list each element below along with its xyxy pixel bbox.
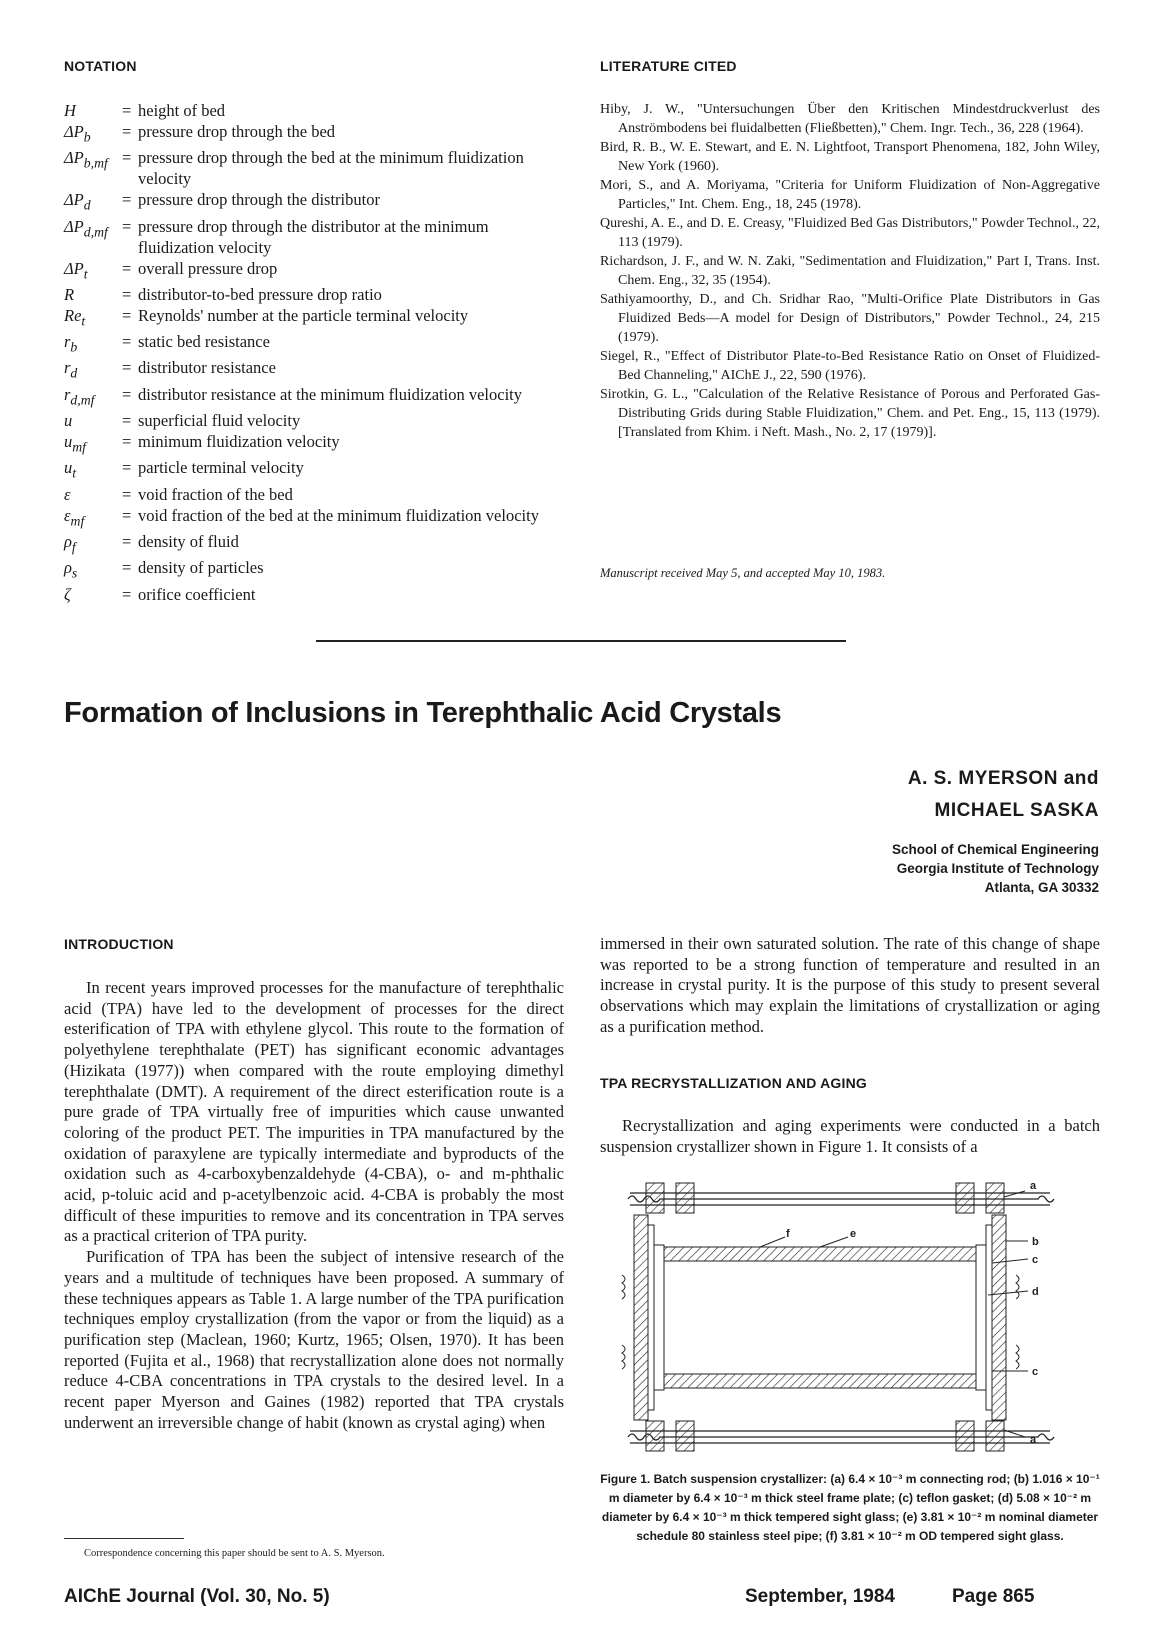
label-a: a [1030, 1180, 1037, 1192]
reference-item: Sirotkin, G. L., "Calculation of the Relative Resistance of Porous and Perforated Gas-Distributing Grids during Stable Fluidization," Chem. and Pet. Eng., 15, 113 (1979). [Translated from Khim. i Neft. Mash., No. 2, 17 (1979)]. [600, 387, 1100, 440]
label-a-lower: a [1030, 1434, 1037, 1446]
recrystallization-body [600, 1116, 1100, 1157]
reference-item: Sathiyamoorthy, D., and Ch. Sridhar Rao, "Multi-Orifice Plate Distributors in Gas Fluidized Beds—A model for Design of Distributors," Powder Technol., 24, 215 (1979). [600, 292, 1100, 345]
notation-row: $r_d$ = distributor resistance [64, 357, 564, 383]
notation-row: $\Delta P_d$ = pressure drop through the distributor [64, 189, 564, 215]
notation-symbol: H [64, 101, 76, 120]
notation-definition: superficial fluid velocity [138, 411, 301, 431]
label-e: e [850, 1228, 857, 1240]
notation-symbol: $\Delta P_{b,mf}$ [64, 148, 108, 171]
notation-row: u = superficial fluid velocity [64, 410, 564, 431]
notation-symbol: $\Delta P_d$ [64, 190, 91, 213]
notation-definition: pressure drop through the bed [138, 122, 336, 141]
label-f: f [786, 1228, 790, 1240]
section-divider [316, 640, 846, 642]
notation-definition: overall pressure drop [138, 258, 278, 278]
introduction-heading: INTRODUCTION [64, 936, 174, 952]
article-title: Formation of Inclusions in Terephthalic Acid Crystals [64, 697, 782, 729]
notation-row: ε = void fraction of the bed [64, 484, 564, 505]
notation-definition: pressure drop through the distributor at the minimum fluidization velocity [138, 216, 489, 257]
paragraph: In recent years improved processes for the manufacture of terephthalic acid (TPA) have led to the development of processes for the direct esterification of TPA with ethylene glycol. This route to the formation of polyethylene terephthalate (PET) has significant economic advantages (Hizikata (1977)) when compared with the route employing dimethyl terephthalate (DMT). A requirement of the direct esterification route is a pure grade of TPA virtually free of impurities which cause unwanted coloring of the product PET. The impurities in TPA manufactured by the oxidation of paraxylene are typically intermediate and byproducts of the oxidation such as 4-carboxybenzaldehyde (4-CBA), o- and m-phthalic acid, p-toluic acid and p-acetylbenzoic acid. 4-CBA is probably the most difficult of these impurities to remove and its concentration in TPA serves as a practical criterion of TPA purity. [64, 978, 564, 1246]
issue-date: September, 1984 [745, 1586, 895, 1607]
notation-definition: height of bed [138, 101, 226, 120]
connecting-rod-top [628, 1183, 1054, 1213]
end-sight-glass [976, 1245, 986, 1390]
reference-item: Siegel, R., "Effect of Distributor Plate-to-Bed Resistance Ratio on Onset of Fluidized-Bed Channeling," AIChE J., 22, 590 (1976). [600, 349, 1100, 383]
notation-definition: particle terminal velocity [138, 458, 304, 478]
notation-definition: distributor resistance [138, 358, 276, 378]
label-b: b [1032, 1236, 1039, 1248]
notation-row: $r_{d,mf}$ = distributor resistance at the minimum fluidization velocity [64, 384, 564, 410]
notation-symbol: R [64, 284, 75, 304]
notation-symbol: $u_t$ [64, 458, 77, 481]
paragraph: Recrystallization and aging experiments were conducted in a batch suspension crystallizer shown in Figure 1. It consists of a [600, 1116, 1100, 1156]
notation-row: $\Delta P_b$ = pressure drop through the bed [64, 121, 564, 147]
notation-symbol: $\varepsilon_{mf}$ [64, 505, 85, 528]
reference-item: Hiby, J. W., "Untersuchungen Über den Kritischen Mindestdruckverlust des Anströmbodens bei fluidalbetten (Fließbetten)," Chem. Ingr. Tech., 36, 228 (1964). [600, 102, 1100, 136]
notation-list [64, 100, 564, 605]
label-c: c [1032, 1254, 1039, 1266]
teflon-gasket [986, 1225, 992, 1410]
notation-symbol: u [64, 411, 73, 431]
author-name: A. S. MYERSON and [907, 768, 1099, 789]
reference-list [600, 100, 1100, 442]
reference-item: Qureshi, A. E., and D. E. Creasy, "Fluidized Bed Gas Distributors," Powder Technol., 22, 113 (1979). [600, 216, 1100, 250]
notation-definition: pressure drop through the bed at the minimum fluidization velocity [138, 148, 524, 189]
notation-symbol: $Re_t$ [64, 305, 86, 329]
notation-definition: distributor-to-bed pressure drop ratio [138, 284, 382, 304]
notation-symbol: $r_d$ [64, 358, 78, 381]
notation-symbol: ζ [64, 584, 71, 604]
teflon-gasket [648, 1225, 654, 1410]
notation-row: $\Delta P_{d,mf}$ = pressure drop through the distributor at the minimum fluidization velocity [64, 216, 564, 258]
notation-symbol: $\rho_s$ [64, 558, 78, 581]
manuscript-note: Manuscript received May 5, and accepted May 10, 1983. [600, 566, 886, 580]
notation-heading: NOTATION [64, 58, 137, 74]
introduction-continued [600, 934, 1100, 1038]
recrystallization-heading: TPA RECRYSTALLIZATION AND AGING [600, 1075, 867, 1091]
notation-row: $\Delta P_{b,mf}$ = pressure drop through the bed at the minimum fluidization velocity [64, 147, 564, 189]
notation-row: H = height of bed [64, 100, 564, 121]
notation-definition: Reynolds' number at the particle terminal velocity [138, 305, 469, 325]
notation-row: $u_t$ = particle terminal velocity [64, 457, 564, 483]
steel-frame-plate [992, 1215, 1006, 1420]
notation-definition: distributor resistance at the minimum fluidization velocity [138, 384, 522, 404]
notation-symbol: $r_{d,mf}$ [64, 384, 95, 408]
notation-symbol: $r_b$ [64, 332, 78, 355]
reference-item: Richardson, J. F., and W. N. Zaki, "Sedimentation and Fluidization," Part I, Trans. Inst. Chem. Eng., 32, 35 (1954). [600, 254, 1100, 288]
page-number: Page 865 [952, 1586, 1035, 1607]
notation-row: $u_{mf}$ = minimum fluidization velocity [64, 431, 564, 457]
notation-symbol: $\Delta P_t$ [64, 258, 88, 281]
connecting-rod-bottom [628, 1421, 1054, 1451]
notation-row: $\rho_s$ = density of particles [64, 557, 564, 583]
crystallizer-diagram [620, 1175, 1080, 1460]
stainless-steel-pipe [664, 1374, 976, 1388]
notation-row: ζ = orifice coefficient [64, 584, 564, 605]
affiliation [892, 840, 1099, 897]
notation-definition: void fraction of the bed [138, 484, 293, 504]
label-d: d [1032, 1286, 1039, 1298]
reference-item: Bird, R. B., W. E. Stewart, and E. N. Lightfoot, Transport Phenomena, 182, John Wiley, New York (1960). [600, 140, 1100, 174]
paragraph: Purification of TPA has been the subject of intensive research of the years and a multitude of techniques have been proposed. A summary of these techniques appears as Table 1. A large number of the TPA purification techniques employ crystallization (from the vapor or from the liquid) as a purification step (Maclean, 1960; Kurtz, 1965; Olsen, 1970). It has been reported (Fujita et al., 1968) that recrystallization alone does not normally reduce 4-CBA concentrations in TPA crystals to the desired level. In a recent paper Myerson and Gaines (1982) reported that TPA crystals underwent an irreversible change of habit (known as crystal aging) when [64, 1247, 564, 1432]
paragraph: immersed in their own saturated solution. The rate of this change of shape was reported to be a strong function of temperature and resulted in an increase in crystal purity. It is the purpose of this study to present several observations which may explain the limitations of crystallization or aging as a purification method. [600, 934, 1100, 1036]
steel-frame-plate [634, 1215, 648, 1420]
affiliation-line: School of Chemical Engineering [891, 842, 1099, 857]
affiliation-line: Atlanta, GA 30332 [984, 880, 1099, 895]
notation-symbol: $u_{mf}$ [64, 432, 86, 455]
affiliation-line: Georgia Institute of Technology [896, 861, 1099, 876]
notation-symbol: $\Delta P_{d,mf}$ [64, 216, 108, 239]
notation-symbol: $\Delta P_b$ [64, 122, 91, 145]
notation-symbol: $\rho_f$ [64, 531, 76, 555]
author-name: MICHAEL SASKA [934, 800, 1099, 821]
end-sight-glass [654, 1245, 664, 1390]
notation-row: $\varepsilon_{mf}$ = void fraction of the bed at the minimum fluidization velocity [64, 505, 564, 531]
footnote: Correspondence concerning this paper should be sent to A. S. Myerson. [84, 1548, 385, 1559]
journal-info: AIChE Journal (Vol. 30, No. 5) [64, 1586, 330, 1607]
notation-definition: density of fluid [138, 531, 239, 551]
reference-item: Mori, S., and A. Moriyama, "Criteria for Uniform Fluidization of Non-Aggregative Particles," Int. Chem. Eng., 18, 245 (1978). [600, 178, 1100, 212]
notation-definition: static bed resistance [138, 332, 270, 352]
notation-definition: minimum fluidization velocity [138, 432, 340, 452]
notation-row: $\Delta P_t$ = overall pressure drop [64, 258, 564, 284]
stainless-steel-pipe [664, 1247, 976, 1261]
notation-row: $Re_t$ = Reynolds' number at the particle terminal velocity [64, 305, 564, 331]
notation-row: $\rho_f$ = density of fluid [64, 531, 564, 557]
notation-symbol: ε [64, 484, 71, 504]
footnote-divider [64, 1538, 184, 1539]
notation-definition: void fraction of the bed at the minimum fluidization velocity [138, 505, 539, 525]
author-block [908, 763, 1099, 827]
notation-definition: density of particles [138, 558, 264, 578]
notation-row: R = distributor-to-bed pressure drop ratio [64, 284, 564, 305]
notation-definition: orifice coefficient [138, 584, 256, 604]
notation-row: $r_b$ = static bed resistance [64, 331, 564, 357]
literature-heading: LITERATURE CITED [600, 58, 737, 74]
figure-caption: Figure 1. Batch suspension crystallizer: (a) 6.4 × 10⁻³ m connecting rod; (b) 1.016 × 10⁻¹ m diameter by 6.4 × 10⁻³ m thick steel frame plate; (c) teflon gasket; (d) 5.08 × 10⁻² m diameter by 6.4 × 10⁻³ m thick tempered sight glass; (e) 3.81 × 10⁻² m nominal diameter schedule 80 stainless steel pipe; (f) 3.81 × 10⁻² m OD tempered sight glass. [600, 1472, 1100, 1543]
label-c-lower: c [1032, 1366, 1039, 1378]
notation-definition: pressure drop through the distributor [138, 190, 380, 210]
introduction-body [64, 978, 564, 1433]
